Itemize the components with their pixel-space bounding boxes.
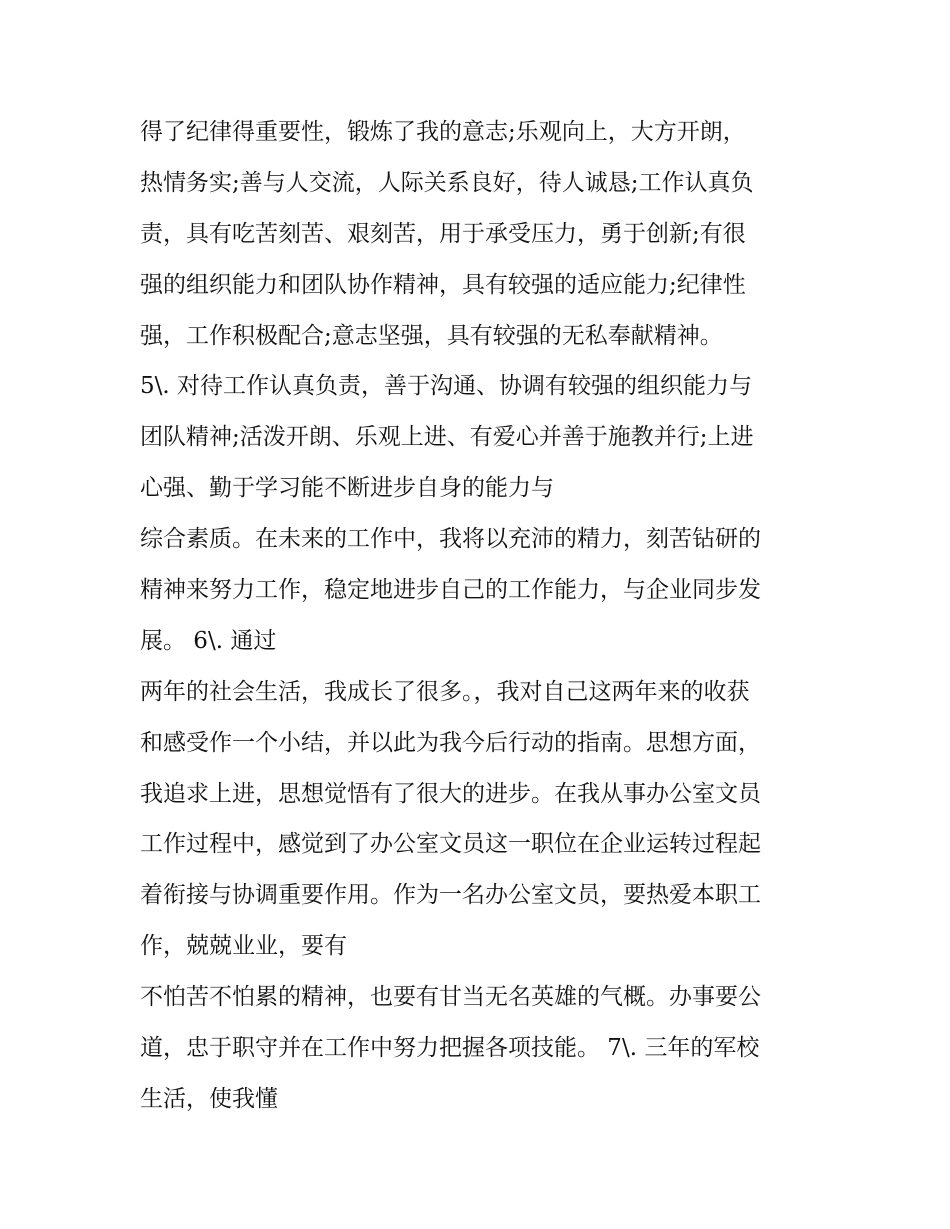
text-line: 生活，使我懂 (140, 1085, 278, 1112)
text-line: 得了纪律得重要性，锻炼了我的意志;乐观向上，大方开朗， (140, 119, 746, 145)
text-line: 我追求上进，思想觉悟有了很大的进步。在我从事办公室文员 (140, 780, 761, 807)
document-body (140, 107, 820, 1125)
text-line: 强的组织能力和团队协作精神，具有较强的适应能力;纪律性 (140, 271, 746, 298)
text-line: 强，工作积极配合;意志坚强，具有较强的无私奉献精神。 (140, 322, 723, 349)
text-line: 不怕苦不怕累的精神，也要有甘当无名英雄的气概。办事要公 (140, 984, 761, 1011)
text-line: 综合素质。在未来的工作中，我将以充沛的精力，刻苦钻研的 (140, 526, 761, 553)
text-line: 热情务实;善与人交流，人际关系良好，待人诚恳;工作认真负 (140, 169, 754, 196)
text-line: 工作过程中，感觉到了办公室文员这一职位在企业运转过程起 (140, 831, 761, 858)
text-line: 精神来努力工作，稳定地进步自己的工作能力，与企业同步发 (140, 577, 761, 604)
text-line: 和感受作一个小结，并以此为我今后行动的指南。思想方面， (140, 729, 761, 756)
text-line: 5\. 对待工作认真负责，善于沟通、协调有较强的组织能力与 (140, 373, 753, 400)
text-line: 展。 6\. 通过 (140, 627, 277, 654)
text-line: 两年的社会生活，我成长了很多。，我对自己这两年来的收获 (140, 678, 750, 705)
text-line: 心强、勤于学习能不断进步自身的能力与 (140, 475, 554, 502)
text-line: 责，具有吃苦刻苦、艰刻苦，用于承受压力，勇于创新;有很 (140, 220, 746, 247)
text-line: 团队精神;活泼开朗、乐观上进、有爱心并善于施教并行;上进 (140, 424, 754, 451)
text-line: 着衔接与协调重要作用。作为一名办公室文员，要热爱本职工 (140, 882, 761, 909)
text-line: 作，兢兢业业，要有 (140, 933, 347, 960)
text-line: 道，忠于职守并在工作中努力把握各项技能。 7\. 三年的军校 (140, 1035, 760, 1062)
